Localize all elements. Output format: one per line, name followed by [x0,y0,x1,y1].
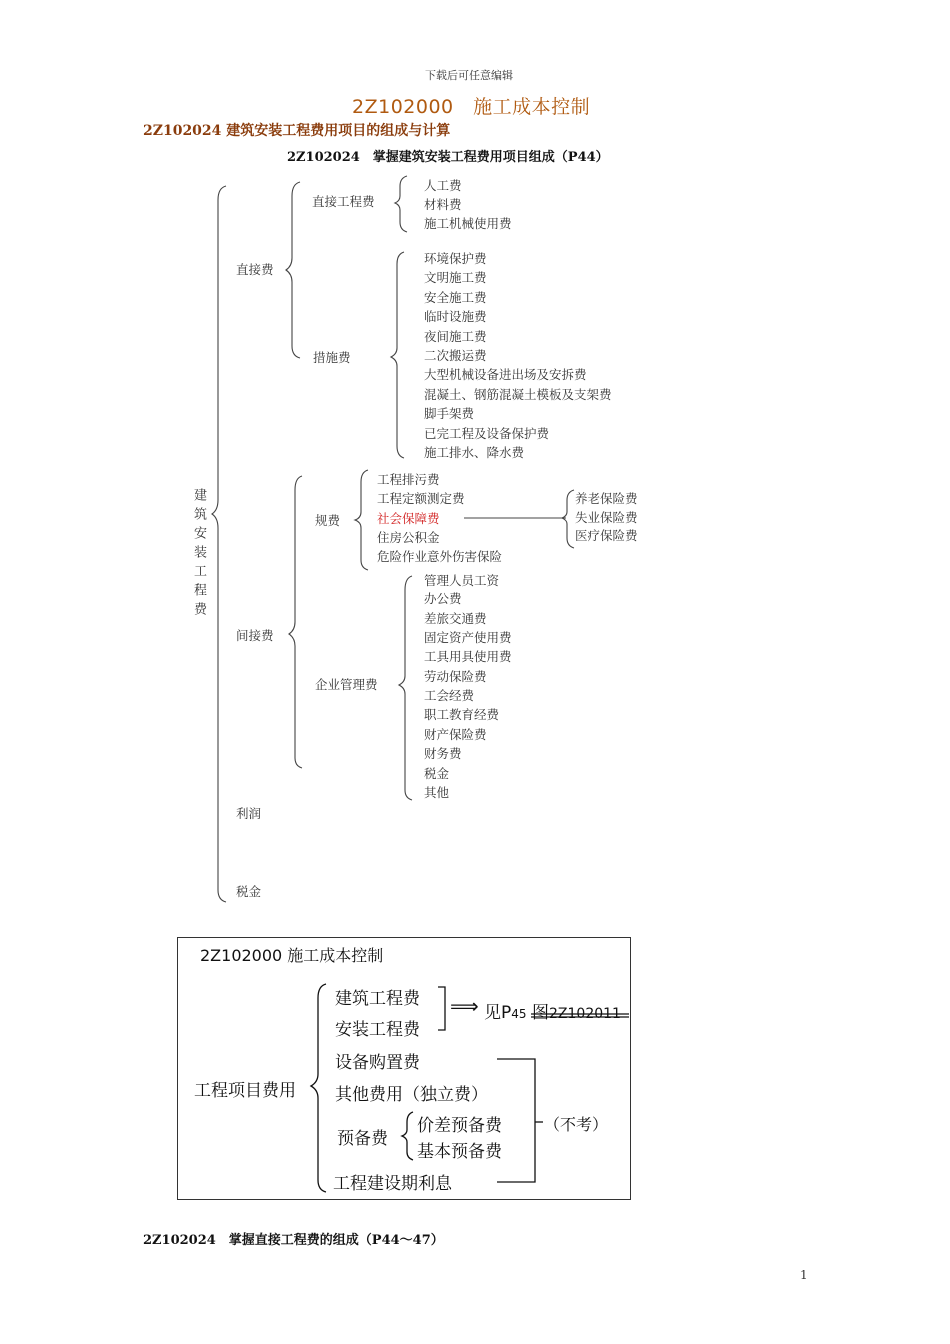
leaf-item-insurance: 医疗保险费 [575,528,638,543]
page-number: 1 [800,1268,808,1282]
box-see-text: 见P [484,1003,512,1023]
box-interest: 工程建设期利息 [333,1174,452,1194]
leaf-item: 施工机械使用费 [424,216,512,231]
leaf-item-insurance: 失业保险费 [575,510,638,525]
box-not-tested: （不考） [544,1115,609,1134]
leaf-item: 工会经费 [424,688,475,703]
box-other-fee: 其他费用（独立费） [335,1085,488,1105]
node-regulatory-fee: 规费 [315,513,341,528]
box-price-reserve: 价差预备费 [417,1116,502,1136]
leaf-item: 脚手架费 [424,406,475,421]
leaf-item: 大型机械设备进出场及安拆费 [424,367,587,382]
double-arrow-icon: ⟹ [450,994,479,1018]
leaf-item: 职工教育经费 [424,707,500,722]
node-direct-engineering-fee: 直接工程费 [312,194,375,209]
leaf-item-social-security: 社会保障费 [377,511,440,526]
leaf-item: 财产保险费 [424,727,487,742]
leaf-item: 其他 [424,785,450,800]
leaf-item: 管理人员工资 [424,573,500,588]
node-direct-fee: 直接费 [236,262,274,277]
leaf-item: 安全施工费 [424,290,487,305]
box-basic-reserve: 基本预备费 [417,1142,502,1162]
header-note: 下载后可任意编辑 [425,69,513,82]
page-title: 2Z102000 施工成本控制 [352,96,591,118]
leaf-item: 夜间施工费 [424,329,487,344]
tree-root-text: 建筑安装工程费 [191,488,206,621]
leaf-item: 材料费 [424,197,462,212]
box-see-sub: 45 [511,1007,527,1021]
box-equipment-fee: 设备购置费 [335,1053,420,1073]
node-measures-fee: 措施费 [313,350,351,365]
section-heading-direct: 2Z102024 掌握直接工程费的组成（P44～47） [143,1233,444,1248]
leaf-item: 临时设施费 [424,309,487,324]
leaf-item: 住房公积金 [377,530,440,545]
leaf-item: 办公费 [424,591,462,606]
leaf-item: 工具用具使用费 [424,649,512,664]
page-subtitle: 2Z102024 建筑安装工程费用项目的组成与计算 [143,123,451,139]
node-tax: 税金 [236,884,262,899]
box-figure-ref [532,998,621,1023]
box-install-fee: 安装工程费 [335,1020,420,1040]
leaf-item: 人工费 [424,178,462,193]
node-management-fee: 企业管理费 [315,677,378,692]
leaf-item: 已完工程及设备保护费 [424,426,550,441]
node-indirect-fee: 间接费 [236,628,274,643]
box-main-label: 工程项目费用 [194,1081,296,1101]
leaf-item: 工程定额测定费 [377,491,465,506]
box-header: 2Z102000 施工成本控制 [200,946,384,965]
box-figure-text: 图 [532,1003,549,1023]
leaf-item: 差旅交通费 [424,611,487,626]
box-figure-code: 2Z102011 [549,1006,621,1022]
leaf-item: 文明施工费 [424,270,487,285]
leaf-item: 二次搬运费 [424,348,487,363]
leaf-item: 工程排污费 [377,472,440,487]
leaf-item: 劳动保险费 [424,669,487,684]
leaf-item: 危险作业意外伤害保险 [377,549,503,564]
box-build-fee: 建筑工程费 [335,989,420,1009]
leaf-item: 混凝土、钢筋混凝土模板及支架费 [424,387,612,402]
leaf-item: 环境保护费 [424,251,487,266]
leaf-item: 固定资产使用费 [424,630,512,645]
node-profit: 利润 [236,806,262,821]
leaf-item: 施工排水、降水费 [424,445,525,460]
leaf-item: 税金 [424,766,450,781]
box-reserve-fee: 预备费 [337,1129,388,1149]
leaf-item-insurance: 养老保险费 [575,491,638,506]
box-see-ref [484,998,527,1023]
leaf-item: 财务费 [424,746,462,761]
section-heading-composition: 2Z102024 掌握建筑安装工程费用项目组成（P44） [287,150,609,165]
